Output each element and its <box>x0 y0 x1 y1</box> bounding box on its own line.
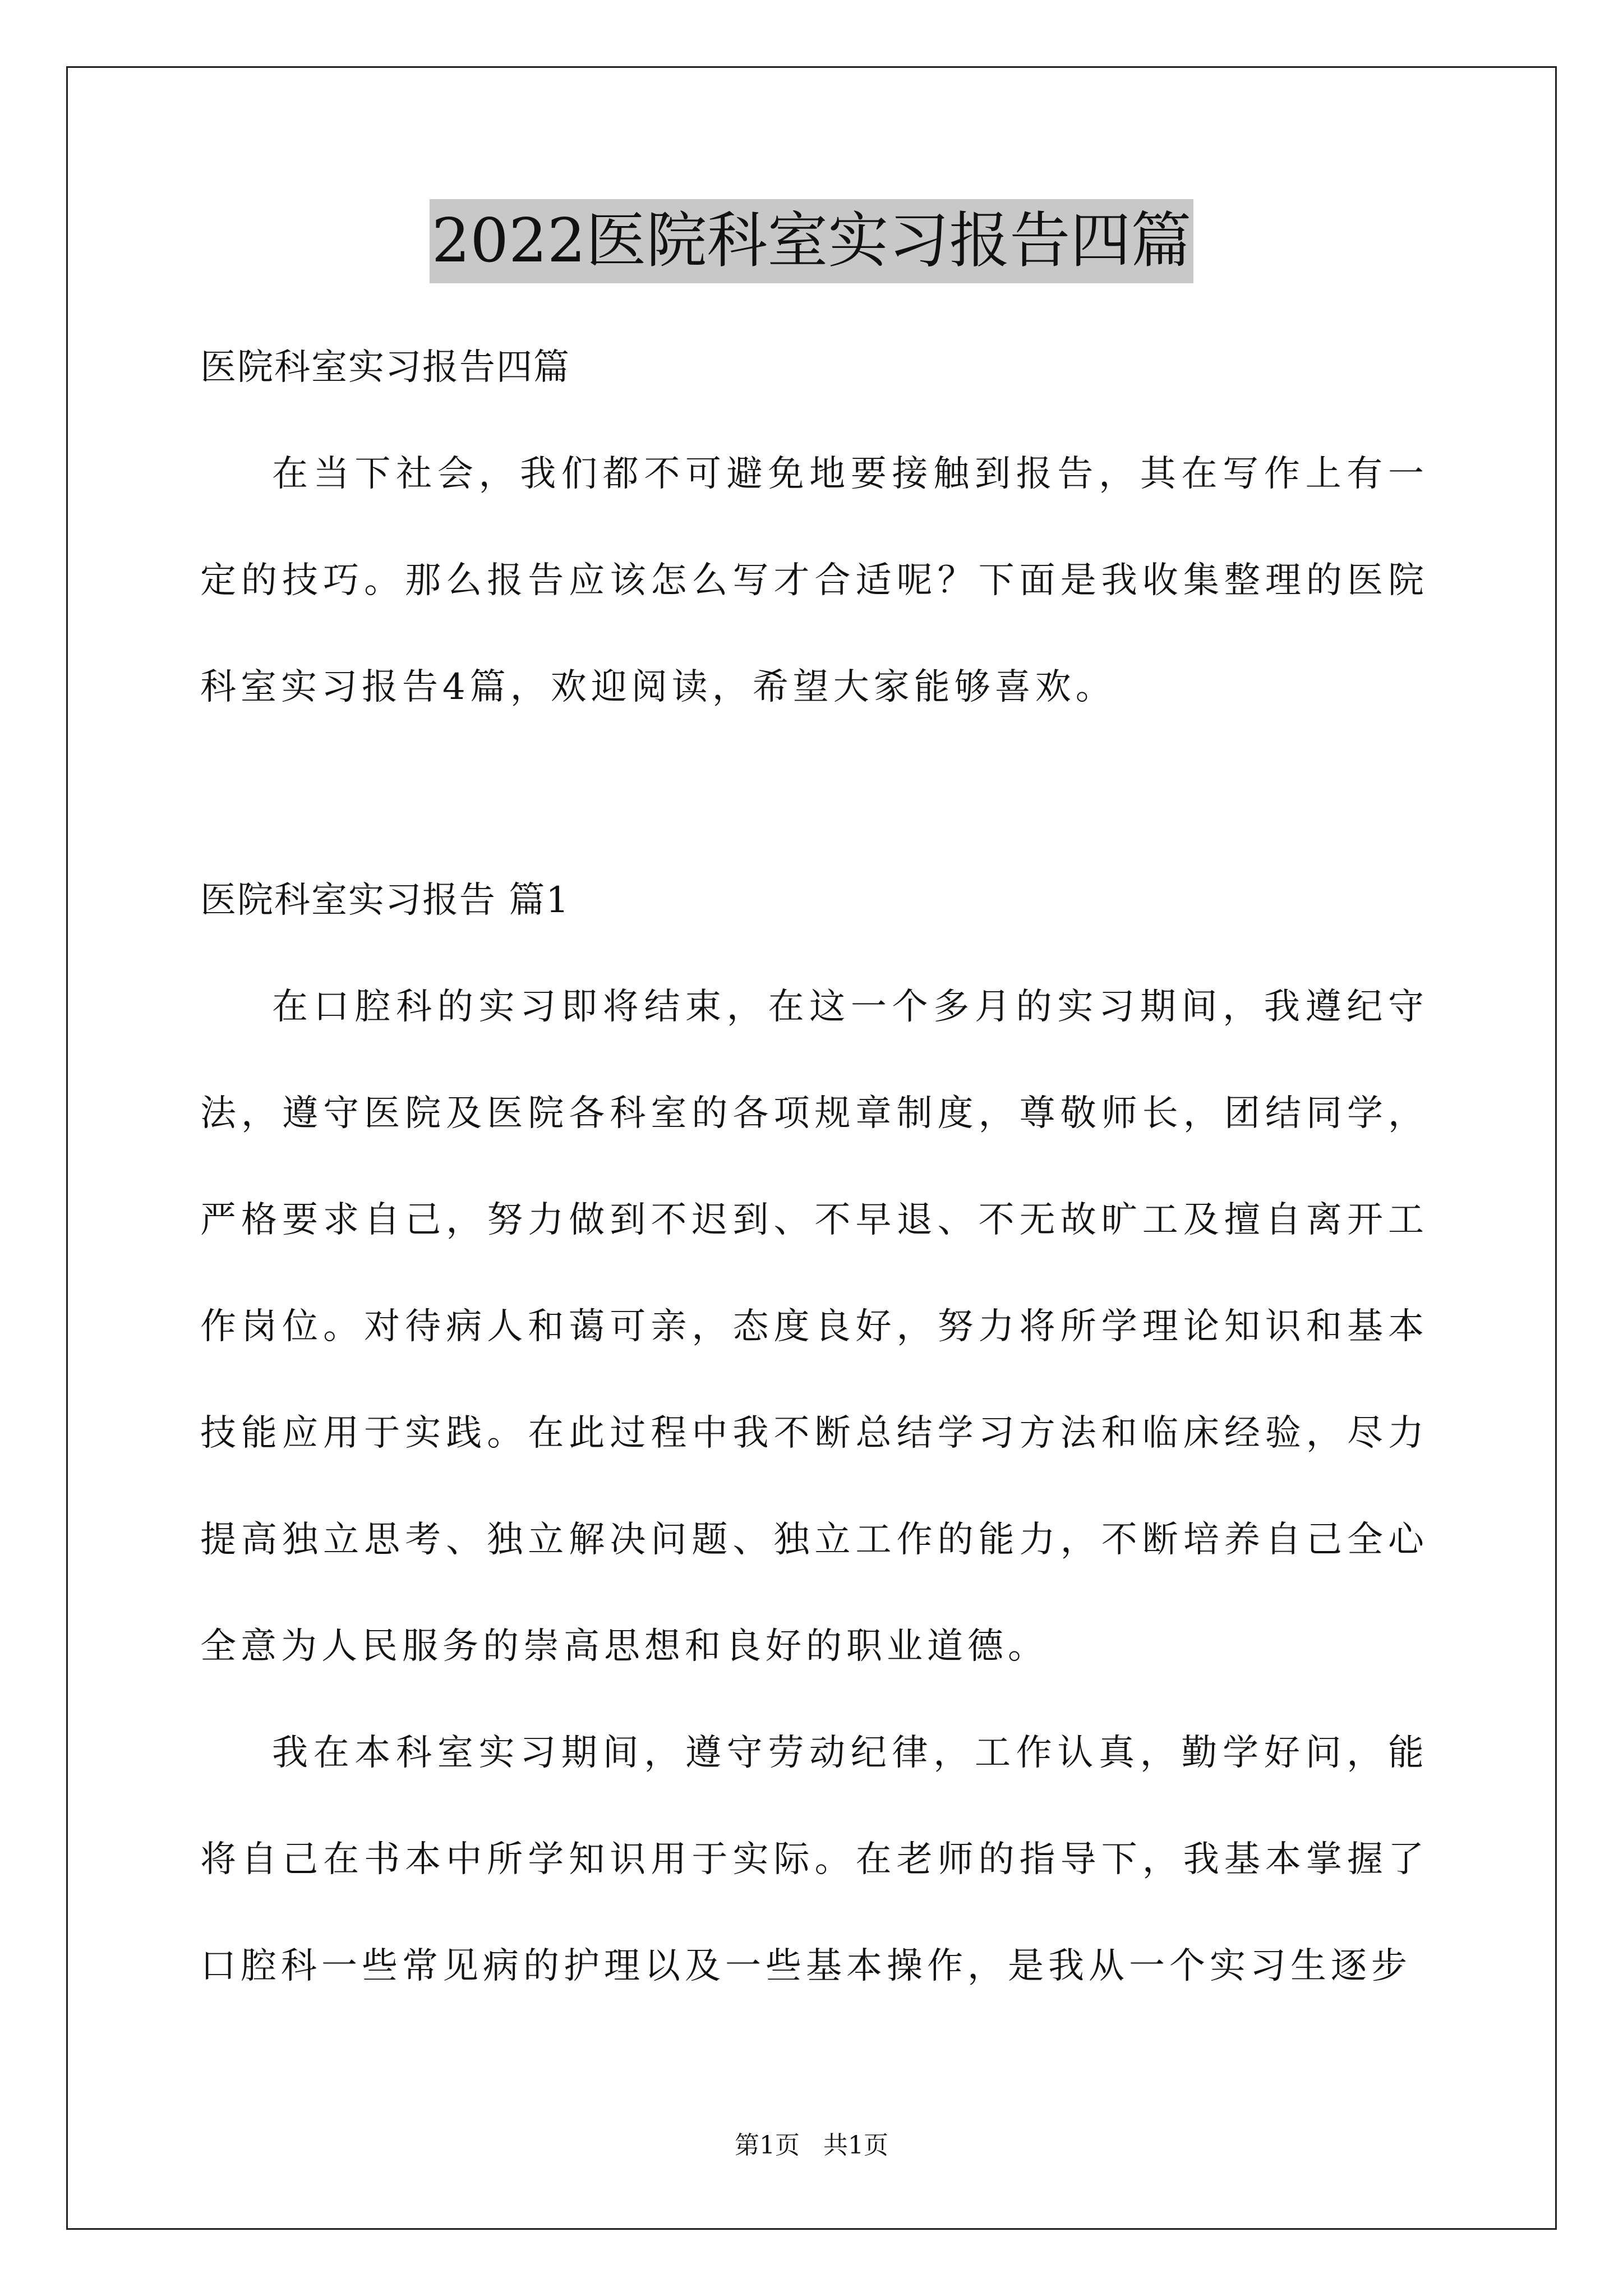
page-footer: 第1页 共1页 <box>735 2131 888 2160</box>
document-title: 2022医院科室实习报告四篇 <box>430 199 1194 283</box>
document-subtitle: 医院科室实习报告四篇 <box>200 347 570 388</box>
title-container <box>0 199 1623 283</box>
document-body <box>200 314 1428 2019</box>
section-heading: 医院科室实习报告 篇1 <box>200 880 570 921</box>
intro-paragraph: 在当下社会，我们都不可避免地要接触到报告，其在写作上有一定的技巧。那么报告应该怎么写才合适呢？下面是我收集整理的医院科室实习报告4篇，欢迎阅读，希望大家能够喜欢。 <box>200 453 1428 708</box>
body-paragraph: 我在本科室实习期间，遵守劳动纪律，工作认真，勤学好问，能将自己在书本中所学知识用于实际。在老师的指导下，我基本掌握了口腔科一些常见病的护理以及一些基本操作，是我从一个实习生逐步 <box>200 1732 1428 1987</box>
section-spacer <box>200 740 1428 847</box>
body-paragraph: 在口腔科的实习即将结束，在这一个多月的实习期间，我遵纪守法，遵守医院及医院各科室的各项规章制度，尊敬师长，团结同学，严格要求自己，努力做到不迟到、不早退、不无故旷工及擅自离开工作岗位。对待病人和蔼可亲，态度良好，努力将所学理论知识和基本技能应用于实践。在此过程中我不断总结学习方法和临床经验，尽力提高独立思考、独立解决问题、独立工作的能力，不断培养自己全心全意为人民服务的崇高思想和良好的职业道德。 <box>200 986 1428 1667</box>
